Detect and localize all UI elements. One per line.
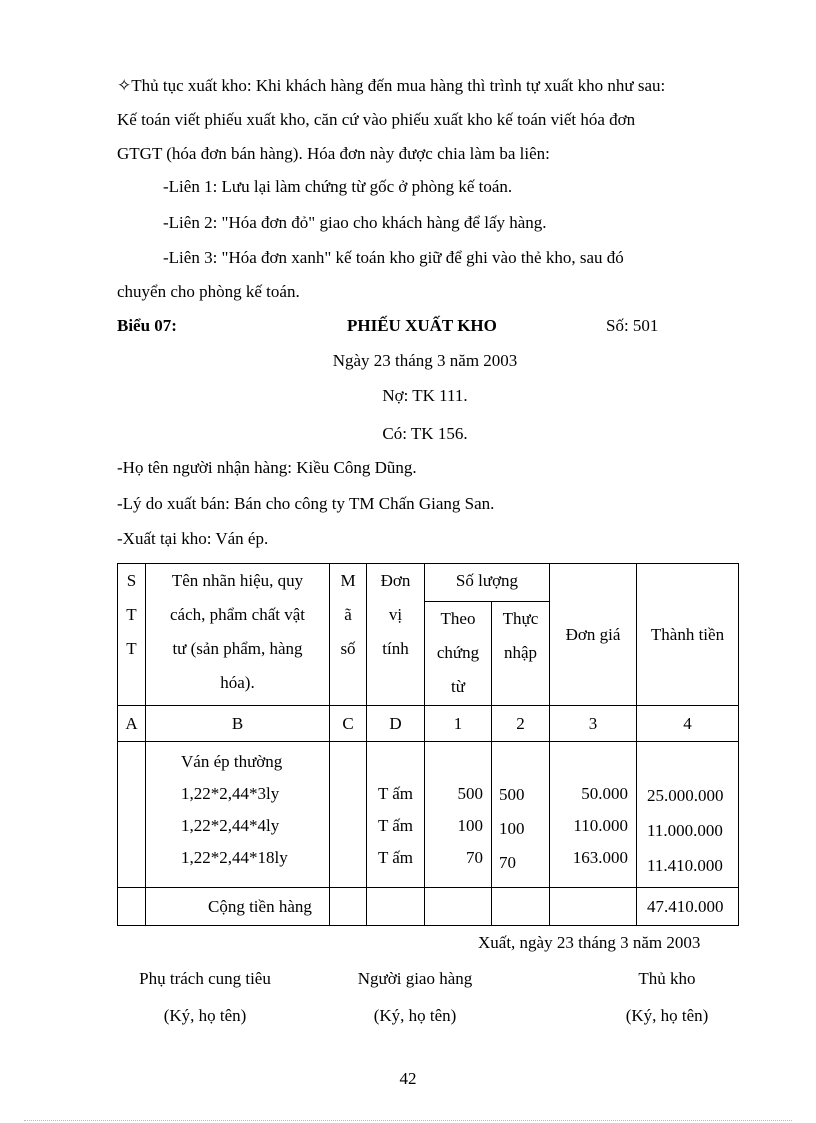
item-amount-cell bbox=[637, 742, 739, 888]
header-stt: S T T bbox=[118, 564, 146, 706]
lien-3: -Liên 3: "Hóa đơn xanh" kế toán kho giữ để ghi vào thẻ kho, sau đó bbox=[163, 248, 624, 267]
place-date: Xuất, ngày 23 tháng 3 năm 2003 bbox=[478, 933, 701, 952]
code-cell: 4 bbox=[637, 706, 739, 742]
header-amount: Thành tiền bbox=[637, 564, 739, 706]
item-doc-qty: 500 bbox=[457, 784, 483, 803]
signature-note-supply: (Ký, họ tên) bbox=[163, 1006, 247, 1025]
header-quantity: Số lượng bbox=[425, 564, 550, 602]
header-unit-price: Đơn giá bbox=[550, 564, 637, 706]
lien-3-continued: chuyển cho phòng kế toán. bbox=[117, 282, 300, 301]
item-price: 110.000 bbox=[573, 816, 628, 835]
item-unit: T ấm bbox=[377, 816, 414, 835]
intro-line-1: ✧Thủ tục xuất kho: Khi khách hàng đến mua hàng thì trình tự xuất kho như sau: bbox=[117, 76, 666, 95]
item-actual-qty: 500 bbox=[499, 785, 525, 804]
credit-account: Có: TK 156. bbox=[382, 424, 468, 443]
item-price: 50.000 bbox=[581, 784, 628, 803]
item-actual-qty: 70 bbox=[499, 853, 516, 872]
issue-warehouse: -Xuất tại kho: Ván ép. bbox=[117, 529, 269, 548]
code-cell: 2 bbox=[492, 706, 550, 742]
item-name: 1,22*2,44*4ly bbox=[181, 816, 280, 835]
receiver-name: -Họ tên người nhận hàng: Kiều Công Dũng. bbox=[117, 458, 417, 477]
header-code: M ã số bbox=[330, 564, 367, 706]
item-actual-qty: 100 bbox=[499, 819, 525, 838]
issue-reason: -Lý do xuất bán: Bán cho công ty TM Chấn Giang San. bbox=[117, 494, 495, 513]
header-qty-actual: Thực nhập bbox=[492, 602, 550, 706]
page-bottom-divider bbox=[24, 1120, 792, 1121]
total-row bbox=[118, 888, 739, 926]
code-cell: C bbox=[330, 706, 367, 742]
item-amount: 25.000.000 bbox=[647, 786, 724, 805]
item-doc-qty: 70 bbox=[466, 848, 483, 867]
total-amount: 47.410.000 bbox=[637, 888, 739, 926]
table-row bbox=[118, 742, 739, 888]
item-units-cell bbox=[367, 742, 425, 888]
lien-1: -Liên 1: Lưu lại làm chứng từ gốc ở phòng kế toán. bbox=[163, 177, 513, 196]
slip-date: Ngày 23 tháng 3 năm 2003 bbox=[332, 351, 518, 370]
item-name: 1,22*2,44*3ly bbox=[181, 784, 280, 803]
column-code-row bbox=[118, 706, 739, 742]
code-cell: 1 bbox=[425, 706, 492, 742]
stt-cell bbox=[118, 742, 146, 888]
item-amount: 11.000.000 bbox=[647, 821, 723, 840]
item-price: 163.000 bbox=[572, 848, 628, 867]
signature-title-storekeeper: Thủ kho bbox=[638, 969, 696, 988]
signature-title-deliverer: Người giao hàng bbox=[357, 969, 473, 988]
header-unit: Đơn vị tính bbox=[367, 564, 425, 706]
code-cell: B bbox=[146, 706, 330, 742]
item-actual-qty-cell bbox=[492, 742, 550, 888]
lien-2: -Liên 2: "Hóa đơn đỏ" giao cho khách hàng để lấy hàng. bbox=[163, 213, 547, 232]
intro-line-3: GTGT (hóa đơn bán hàng). Hóa đơn này được chia làm ba liên: bbox=[117, 144, 550, 163]
item-amount: 11.410.000 bbox=[647, 856, 723, 875]
signature-title-supply: Phụ trách cung tiêu bbox=[139, 969, 271, 988]
intro-line-2: Kế toán viết phiếu xuất kho, căn cứ vào phiếu xuất kho kế toán viết hóa đơn bbox=[117, 110, 636, 129]
product-names-cell bbox=[146, 742, 330, 888]
slip-number: Số: 501 bbox=[606, 316, 659, 335]
item-doc-qty: 100 bbox=[457, 816, 483, 835]
header-qty-per-document: Theo chứng từ bbox=[425, 602, 492, 706]
product-title: Ván ép thường bbox=[181, 752, 283, 771]
header-product-name: Tên nhãn hiệu, quy cách, phẩm chất vật tư (sản phẩm, hàng hóa). bbox=[146, 564, 330, 706]
page-number: 42 bbox=[399, 1069, 417, 1088]
signature-note-deliverer: (Ký, họ tên) bbox=[373, 1006, 457, 1025]
slip-title: PHIẾU XUẤT KHO bbox=[347, 316, 497, 335]
item-unit: T ấm bbox=[377, 848, 414, 867]
debit-account: Nợ: TK 111. bbox=[382, 386, 468, 405]
item-unit: T ấm bbox=[377, 784, 414, 803]
total-label: Cộng tiền hàng bbox=[146, 888, 330, 926]
code-cell: A bbox=[118, 706, 146, 742]
item-price-cell bbox=[550, 742, 637, 888]
code-cell: D bbox=[367, 706, 425, 742]
goods-issue-table bbox=[117, 563, 739, 926]
item-code-cell bbox=[330, 742, 367, 888]
item-name: 1,22*2,44*18ly bbox=[181, 848, 288, 867]
form-label: Biểu 07: bbox=[117, 316, 177, 335]
signature-note-storekeeper: (Ký, họ tên) bbox=[625, 1006, 709, 1025]
code-cell: 3 bbox=[550, 706, 637, 742]
item-doc-qty-cell bbox=[425, 742, 492, 888]
